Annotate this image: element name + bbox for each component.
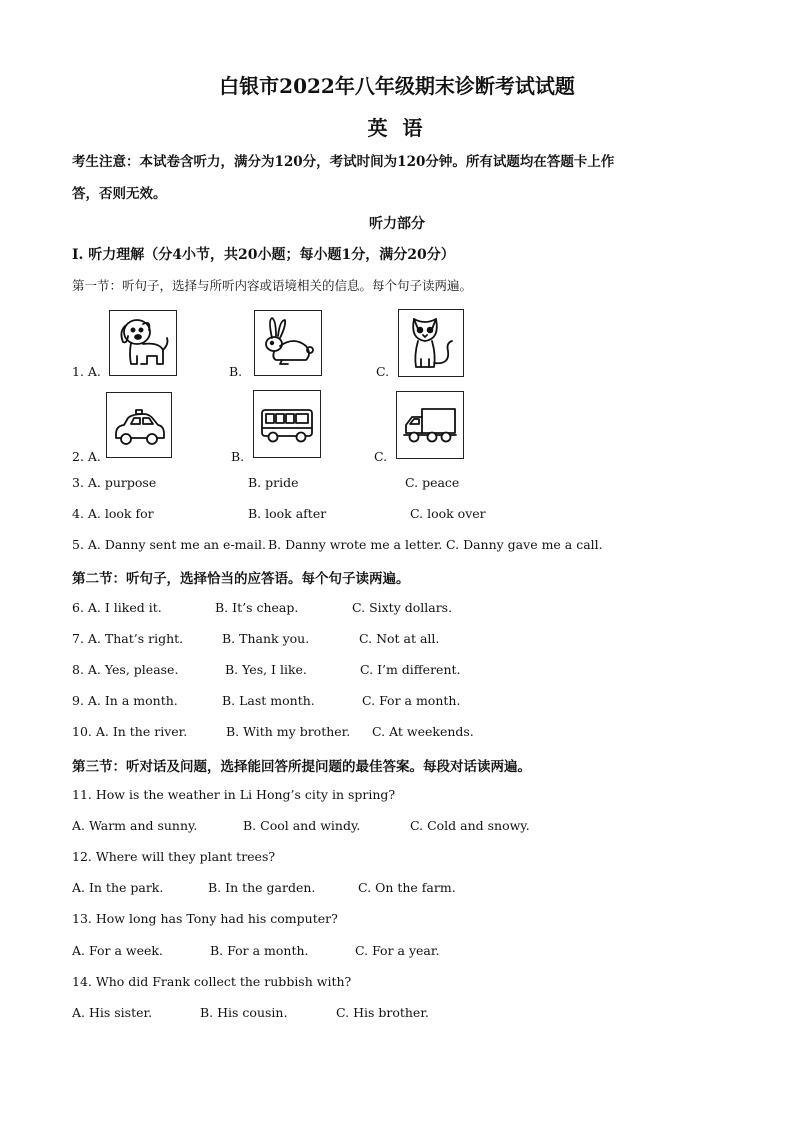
- q9-option-b: B. Last month.: [222, 693, 315, 708]
- q13-option-c: C. For a year.: [355, 943, 440, 958]
- q9-option-c: C. For a month.: [362, 693, 461, 708]
- car-icon: [110, 396, 168, 454]
- dog-icon: [113, 314, 173, 372]
- q11-option-c: C. Cold and snowy.: [410, 818, 530, 833]
- q2-option-c: C.: [374, 449, 388, 464]
- q3-option-a: 3. A. purpose: [72, 475, 157, 490]
- sub2-title: 第二节：听句子，选择恰当的应答语。每个句子读两遍。: [72, 571, 410, 587]
- rabbit-icon: [258, 314, 318, 372]
- q5-option-c: C. Danny gave me a call.: [446, 537, 603, 552]
- q8-option-c: C. I’m different.: [360, 662, 461, 677]
- q7-option-b: B. Thank you.: [222, 631, 310, 646]
- q1-a-picture: [109, 310, 177, 376]
- notice-line-2: 答，否则无效。: [72, 186, 167, 202]
- q14-stem: 14. Who did Frank collect the rubbish with?: [72, 974, 352, 989]
- q5-option-b: B. Danny wrote me a letter.: [268, 537, 443, 552]
- q3-option-c: C. peace: [405, 475, 460, 490]
- q11-stem: 11. How is the weather in Li Hong’s city in spring?: [72, 787, 396, 802]
- q2-b-picture: [253, 390, 321, 458]
- q6-option-a: 6. A. I liked it.: [72, 600, 162, 615]
- listening-part-title: 听力部分: [369, 216, 425, 232]
- q10-option-b: B. With my brother.: [226, 724, 351, 739]
- q8-option-a: 8. A. Yes, please.: [72, 662, 179, 677]
- q6-option-c: C. Sixty dollars.: [352, 600, 453, 615]
- q8-option-b: B. Yes, I like.: [225, 662, 307, 677]
- q4-option-b: B. look after: [248, 506, 327, 521]
- q13-option-b: B. For a month.: [210, 943, 309, 958]
- q11-option-a: A. Warm and sunny.: [72, 818, 198, 833]
- q4-option-a: 4. A. look for: [72, 506, 154, 521]
- notice-line-1: 考生注意：本试卷含听力，满分为120分，考试时间为120分钟。所有试题均在答题卡上作: [72, 154, 615, 170]
- section1-title: I. 听力理解（分4小节，共20小题；每小题1分，满分20分）: [72, 247, 455, 263]
- q2-a-picture: [106, 392, 172, 458]
- q3-option-b: B. pride: [248, 475, 299, 490]
- q9-option-a: 9. A. In a month.: [72, 693, 178, 708]
- q13-stem: 13. How long has Tony had his computer?: [72, 911, 338, 926]
- q10-option-c: C. At weekends.: [372, 724, 474, 739]
- truck-icon: [400, 395, 460, 455]
- q14-option-c: C. His brother.: [336, 1005, 429, 1020]
- q4-option-c: C. look over: [410, 506, 486, 521]
- q2-option-b: B.: [231, 449, 245, 464]
- cat-icon: [402, 313, 460, 373]
- bus-icon: [257, 394, 317, 454]
- q6-option-b: B. It’s cheap.: [215, 600, 299, 615]
- q14-option-a: A. His sister.: [72, 1005, 153, 1020]
- q10-option-a: 10. A. In the river.: [72, 724, 188, 739]
- q1-c-picture: [398, 309, 464, 377]
- q11-option-b: B. Cool and windy.: [243, 818, 361, 833]
- q13-option-a: A. For a week.: [72, 943, 163, 958]
- q12-option-a: A. In the park.: [72, 880, 164, 895]
- exam-title: 白银市2022年八年级期末诊断考试试题: [219, 74, 575, 98]
- q2-c-picture: [396, 391, 464, 459]
- q1-option-c: C.: [376, 364, 390, 379]
- q1-option-b: B.: [229, 364, 243, 379]
- q2-option-a: 2. A.: [72, 449, 101, 464]
- q5-option-a: 5. A. Danny sent me an e-mail.: [72, 537, 266, 552]
- sub3-title: 第三节：听对话及问题，选择能回答所提问题的最佳答案。每段对话读两遍。: [72, 759, 531, 775]
- q1-b-picture: [254, 310, 322, 376]
- subject-title: 英 语: [367, 116, 427, 140]
- q12-option-b: B. In the garden.: [208, 880, 316, 895]
- sub1-title: 第一节：听句子，选择与所听内容或语境相关的信息。每个句子读两遍。: [72, 278, 473, 293]
- q14-option-b: B. His cousin.: [200, 1005, 288, 1020]
- q1-option-a: 1. A.: [72, 364, 101, 379]
- q12-option-c: C. On the farm.: [358, 880, 456, 895]
- q7-option-a: 7. A. That’s right.: [72, 631, 184, 646]
- q7-option-c: C. Not at all.: [359, 631, 440, 646]
- q12-stem: 12. Where will they plant trees?: [72, 849, 276, 864]
